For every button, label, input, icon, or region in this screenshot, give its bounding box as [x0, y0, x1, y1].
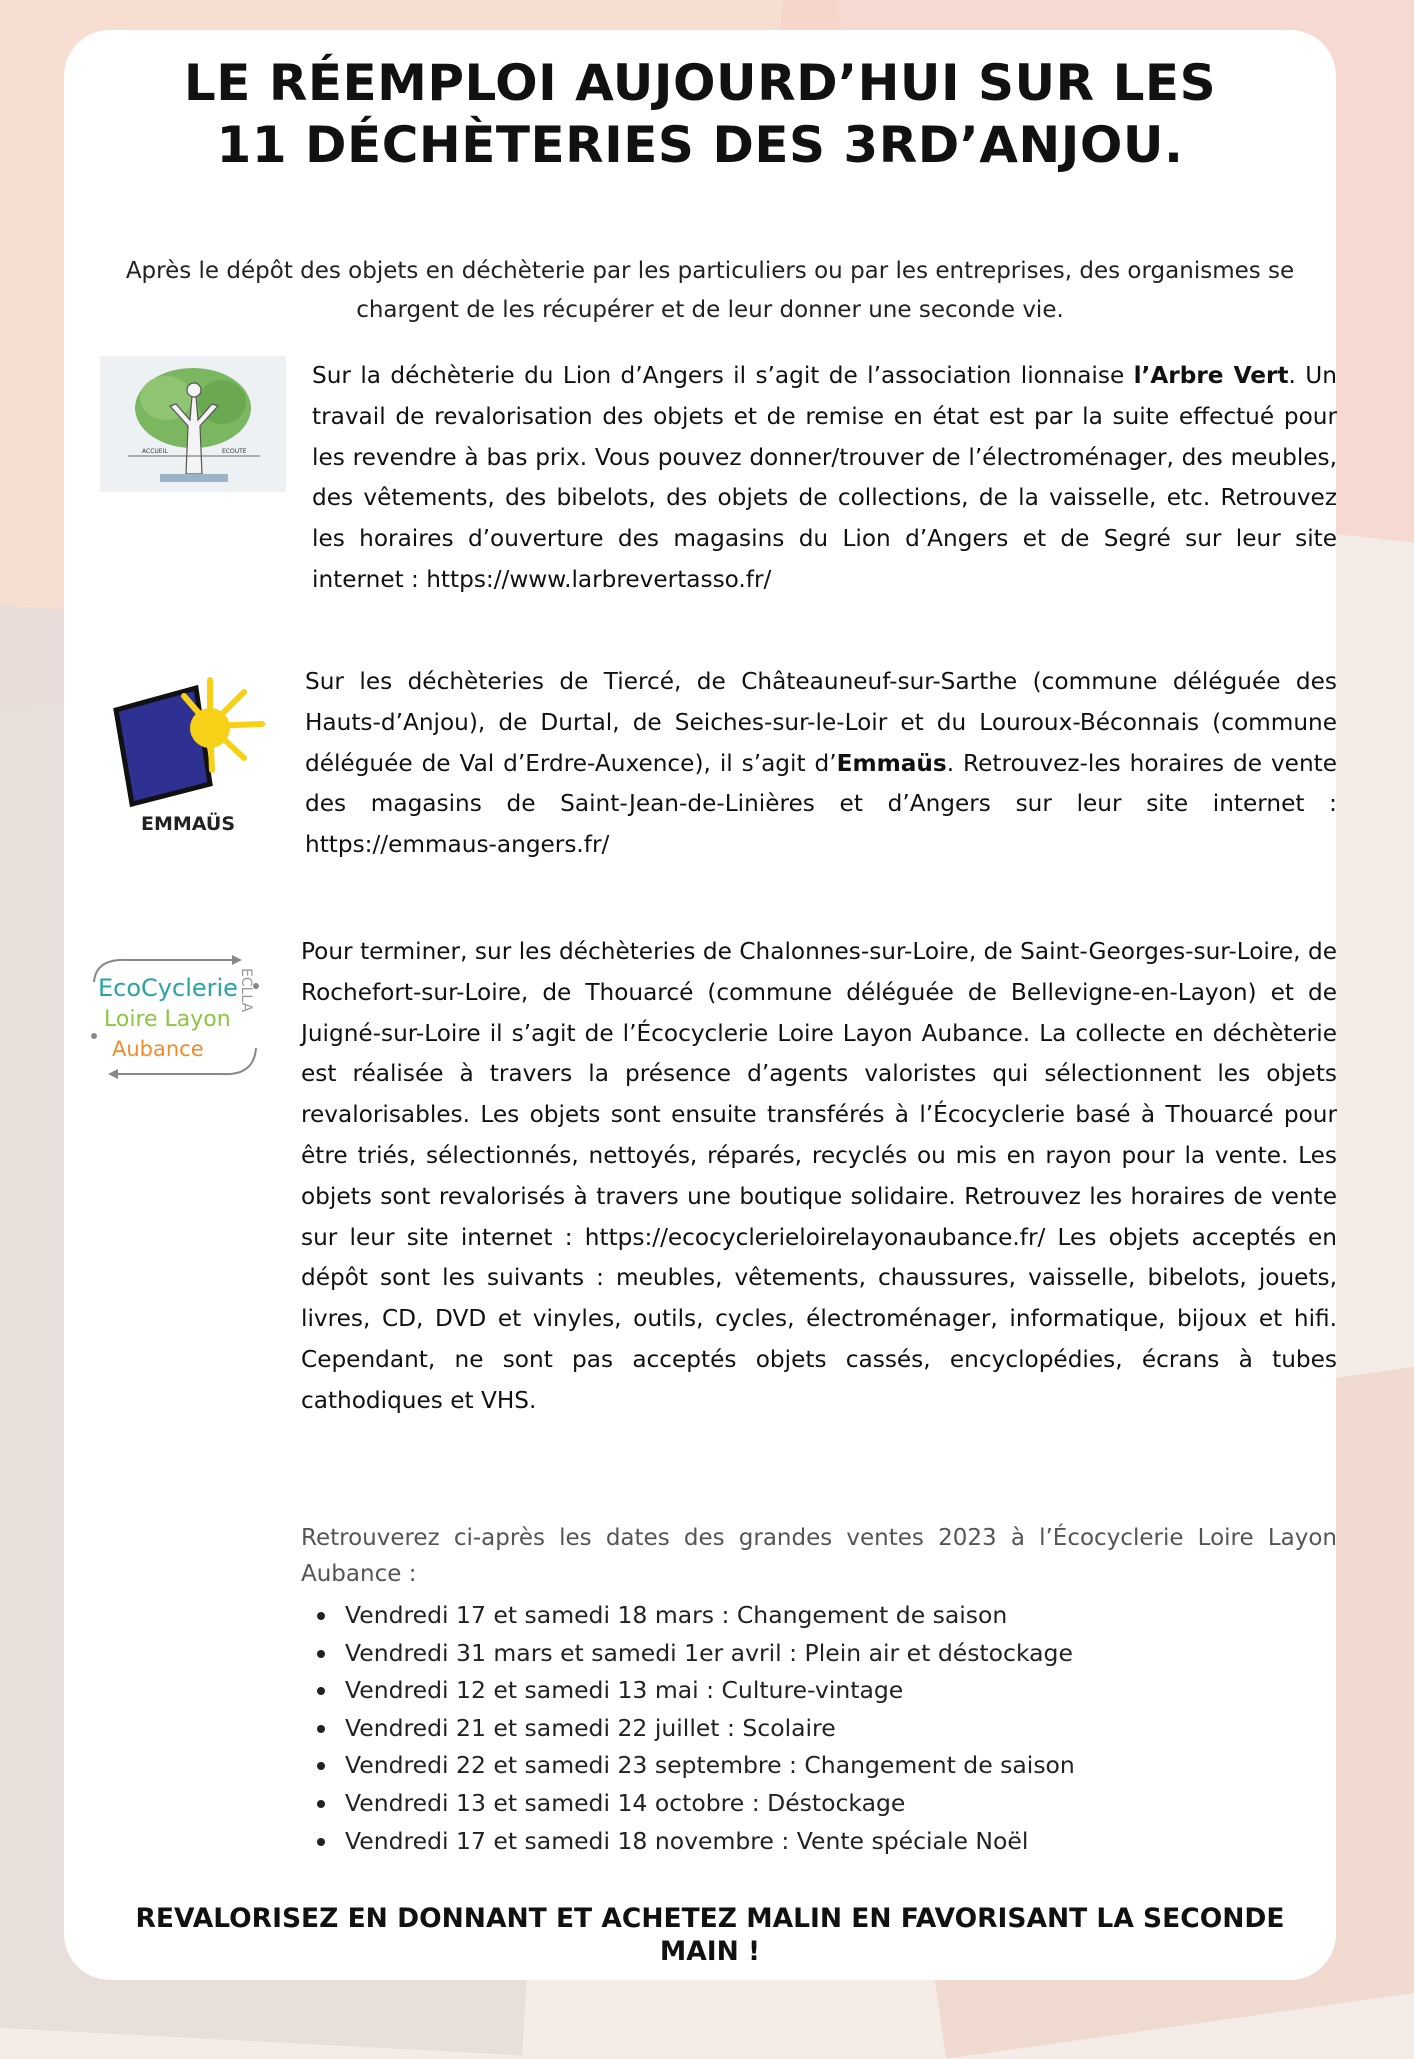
sales-dates-list [301, 1597, 1337, 1860]
list-item: Vendredi 22 et samedi 23 septembre : Changement de saison [301, 1747, 1337, 1785]
sun-icon [92, 666, 284, 840]
org-name: l’Arbre Vert [1133, 362, 1289, 389]
recycle-arrows-icon [82, 952, 268, 1082]
footer-slogan: REVALORISEZ EN DONNANT ET ACHETEZ MALIN EN FAVORISANT LA SECONDE MAIN ! [135, 1903, 1285, 1967]
list-item: Vendredi 12 et samedi 13 mai : Culture-vintage [301, 1672, 1337, 1710]
list-item: Vendredi 13 et samedi 14 octobre : Déstockage [301, 1785, 1337, 1823]
section-text: . Retrouvez-les horaires de vente des magasins de Saint-Jean-de-Linières et d’Angers sur leur site internet : https://emmaus-angers.fr/ [305, 749, 1338, 859]
section-text: . Un travail de revalorisation des objets et de remise en état est par la suite effectué pour les revendre à bas prix. Vous pouvez donner/trouver de l’électroménager, des meubles, des vêtements, des bibelots, des objets de collections, de la vaisselle, etc. Retrouvez les horaires d’ouverture des magasins du Lion d’Angers et de Segré sur leur site internet : https://www.larbrevertasso.fr/ [312, 362, 1337, 593]
tree-icon [100, 356, 286, 492]
intro-paragraph: Après le dépôt des objets en déchèterie par les particuliers ou par les entreprises, des organismes se chargent de les récupérer et de leur donner une seconde vie. [125, 258, 1295, 323]
list-item: Vendredi 21 et samedi 22 juillet : Scolaire [301, 1710, 1337, 1748]
arbre-vert-logo [100, 356, 286, 492]
section-text: Sur la déchèterie du Lion d’Angers il s’agit de l’association lionnaise [312, 362, 1134, 389]
section-emmaus [305, 662, 1337, 866]
emmaus-logo [92, 666, 284, 840]
list-item: Vendredi 31 mars et samedi 1er avril : Plein air et déstockage [301, 1635, 1337, 1673]
logo-side-label: ECLLA [238, 968, 254, 1013]
section-text: Sur les déchèteries de Tiercé, de Châteauneuf-sur-Sarthe (commune déléguée des Hauts-d’Anjou), de Durtal, de Seiches-sur-le-Loir et du Louroux-Béconnais (commune déléguée de Val d’Erdre-Auxence), il s’agit d’ [305, 668, 1337, 777]
logo-caption-left: ACCUEIL [142, 448, 168, 455]
list-item: Vendredi 17 et samedi 18 novembre : Vente spéciale Noël [301, 1823, 1337, 1861]
org-name: Emmaüs [836, 749, 947, 777]
logo-caption-right: ECOUTE [222, 448, 247, 455]
list-item: Vendredi 17 et samedi 18 mars : Changement de saison [301, 1597, 1337, 1635]
ecocyclerie-logo [82, 952, 268, 1082]
page-title: LE RÉEMPLOI AUJOURD’HUI SUR LES 11 DÉCHÈTERIES DES 3RD’ANJOU. [183, 54, 1217, 174]
emmaus-logo-label: EMMAÜS [140, 813, 236, 835]
section-arbre-vert [312, 356, 1337, 601]
logo-line-3: Aubance [112, 1037, 204, 1061]
logo-line-2: Loire Layon [104, 1007, 231, 1032]
section-ecocyclerie: Pour terminer, sur les déchèteries de Chalonnes-sur-Loire, de Saint-Georges-sur-Loire, de Rochefort-sur-Loire, de Thouarcé (commune déléguée de Bellevigne-en-Layon) et de Juigné-sur-Loire il s’agit de l’Écocyclerie Loire Layon Aubance. La collecte en déchèterie est réalisée à travers la présence d’agents valoristes qui sélectionnent les objets revalorisables. Les objets sont ensuite transférés à l’Écocyclerie basé à Thouarcé pour être triés, sélectionnés, nettoyés, réparés, recyclés ou mis en rayon pour la vente. Les objets sont revalorisés à travers une boutique solidaire. Retrouvez les horaires de vente sur leur site internet : https://ecocyclerieloirelayonaubance.fr/ Les objets acceptés en dépôt sont les suivants : meubles, vêtements, chaussures, vaisselle, bibelots, jouets, livres, CD, DVD et vinyles, outils, cycles, électroménager, informatique, bijoux et hifi. Cependant, ne sont pas acceptés objets cassés, encyclopédies, écrans à tubes cathodiques et VHS. [301, 938, 1337, 1414]
logo-line-1: EcoCyclerie [98, 974, 238, 1002]
dates-intro: Retrouverez ci-après les dates des grandes ventes 2023 à l’Écocyclerie Loire Layon Aubance : [301, 1525, 1337, 1587]
